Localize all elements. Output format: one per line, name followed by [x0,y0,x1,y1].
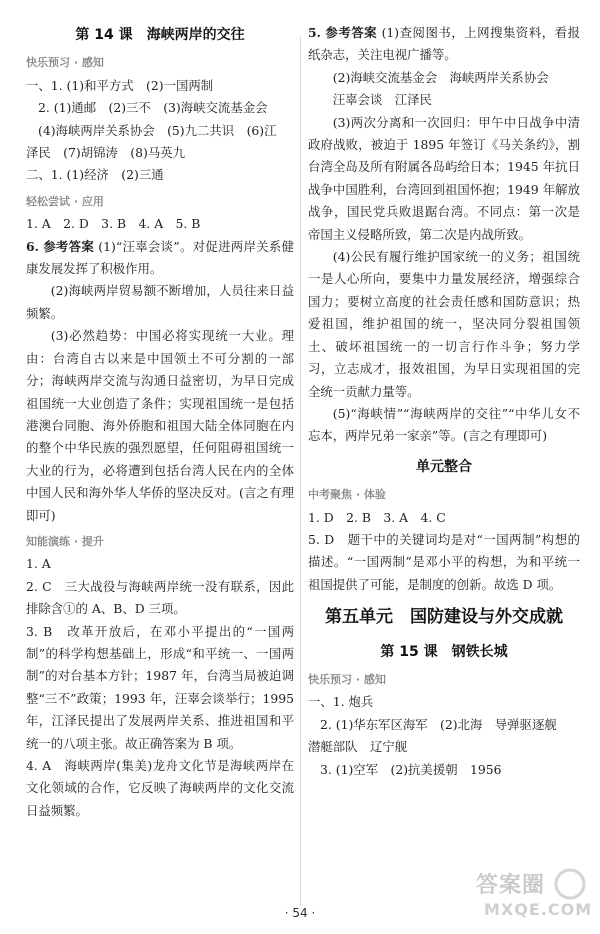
watermark-url: MXQE.COM [484,900,593,919]
q5-part5: (5)“海峡情”“海峡两岸的交往”“中华儿女不忘本，两岸兄弟一家亲”等。(言之有理即可) [308,405,580,444]
watermark-text: 答案圈 [476,873,546,898]
q6-part3: (3)必然趋势：中国必将实现统一大业。理由：台湾自古以来是中国领土不可分割的一部分；海峡两岸交流与沟通日益密切，为早日完成祖国统一大业创造了条件；实现祖国统一是包括港澳台同胞、海外侨胞和祖国大陆全体同胞在内的整个中华民族的强烈愿望，任何阻碍祖国统一大业的行为，必将遭到包括台湾人民在内的全体中国人民和海外华人华侨的坚决反对。(言之有理即可) [26,328,294,523]
answer-line: (4)海峡两岸关系协会 (5)九二共识 (6)江 [38,122,277,138]
column-divider [300,36,301,906]
section-heading-preview-15: 快乐预习 · 感知 [308,672,386,686]
answer-line: 二、1. (1)经济 (2)三通 [26,167,164,183]
answer-line: 潜艇部队 辽宁舰 [308,739,408,755]
right-column [308,22,580,781]
answer-2: 2. C 三大战役与海峡两岸统一没有联系，因此排除含①的 A、B、D 三项。 [26,578,294,617]
lesson-14-title: 第 14 课 海峡两岸的交往 [75,27,245,43]
answer-5: 5. D 题干中的关键词均是对“一国两制”构想的描述。“一国两制”是邓小平的构想，为和平统一祖国提供了可能，是制度的创新。故选 D 项。 [308,531,580,592]
left-column [26,22,294,822]
q5-part2b: 汪辜会谈 江泽民 [332,92,432,108]
section-heading-practice: 知能演练 · 提升 [26,534,104,548]
answer-line: 1. A [26,556,51,572]
section-heading-exam: 中考聚焦 · 体验 [308,488,386,502]
answer-line: 一、1. (1)和平方式 (2)一国两制 [26,77,214,93]
q5-part3: (3)两次分离和一次回归：甲午中日战争中清政府战败，被迫于 1895 年签订《马关条约》，割台湾全岛及所有附属各岛屿给日本；1945 年抗日战争中国胜利，台湾回到祖国怀抱；1949 年解放战争，国民党兵败退踞台湾。不同点：第一次是帝国主义侵略所致，第二次是内战所致。 [308,114,580,242]
unit-5-title: 第五单元 国防建设与外交成就 [325,607,563,628]
q5-number: 5. [308,25,321,40]
q5-part4: (4)公民有履行维护国家统一的义务；祖国统一是人心所向，要集中力量发展经济，增强综合国力；要树立高度的社会责任感和国防意识；热爱祖国，维护祖国的统一，坚决同分裂祖国领土、破坏祖国统一的一切言行作斗争；努力学习，立志成才，报效祖国，为早日实现祖国的完全统一贡献力量等。 [308,249,580,399]
answer-4: 4. A 海峡两岸(集美)龙舟文化节是海峡两岸在文化领域的合作，它反映了海峡两岸的文化交流日益频繁。 [26,758,294,818]
q5-part2: (2)海峡交流基金会 海峡两岸关系协会 [332,69,549,85]
answer-3: 3. B 改革开放后，在邓小平提出的“一国两制”的科学构想基础上，形成“和平统一、一国两制”的对台基本方针；1987 年，台湾当局被迫调整“三不”政策；1993 年，汪辜会谈举行；1995 年，江泽民提出了发展两岸关系、推进祖国和平统一的八项主张。故正确答案为 B 项。 [26,623,294,751]
q6-answer [26,236,294,281]
q5-label: 参考答案 [325,25,378,40]
answer-line: 2. (1)华东军区海军 (2)北海 导弹驱逐舰 [320,716,557,732]
q5-answer [308,22,580,67]
q6-label: 参考答案 [43,238,95,254]
unit-summary-title: 单元整合 [416,458,472,475]
answer-line: 2. (1)通邮 (2)三不 (3)海峡交流基金会 [38,100,268,116]
lesson-15-title: 第 15 课 钢铁长城 [380,643,508,660]
q6-part2: (2)海峡两岸贸易额不断增加，人员往来日益频繁。 [26,283,294,321]
q6-number: 6. [26,238,39,254]
answer-line: 3. (1)空军 (2)抗美援朝 1956 [320,761,502,777]
answer-line: 1. A 2. D 3. B 4. A 5. B [26,216,201,232]
section-heading-preview: 快乐预习 · 感知 [26,56,104,70]
answer-line: 1. D 2. B 3. A 4. C [308,509,446,525]
q6-text: (1)“汪辜会谈”。对促进两岸关系健康发展发挥了积极作用。 [26,238,294,277]
section-heading-try: 轻松尝试 · 应用 [26,194,104,208]
answer-line: 泽民 (7)胡锦涛 (8)马英九 [26,145,186,161]
page-number: · 54 · [284,906,316,920]
q5-text: (1)查阅图书，上网搜集资料，看报纸杂志，关注电视广播等。 [308,25,580,63]
answer-line: 一、1. 炮兵 [308,694,374,710]
